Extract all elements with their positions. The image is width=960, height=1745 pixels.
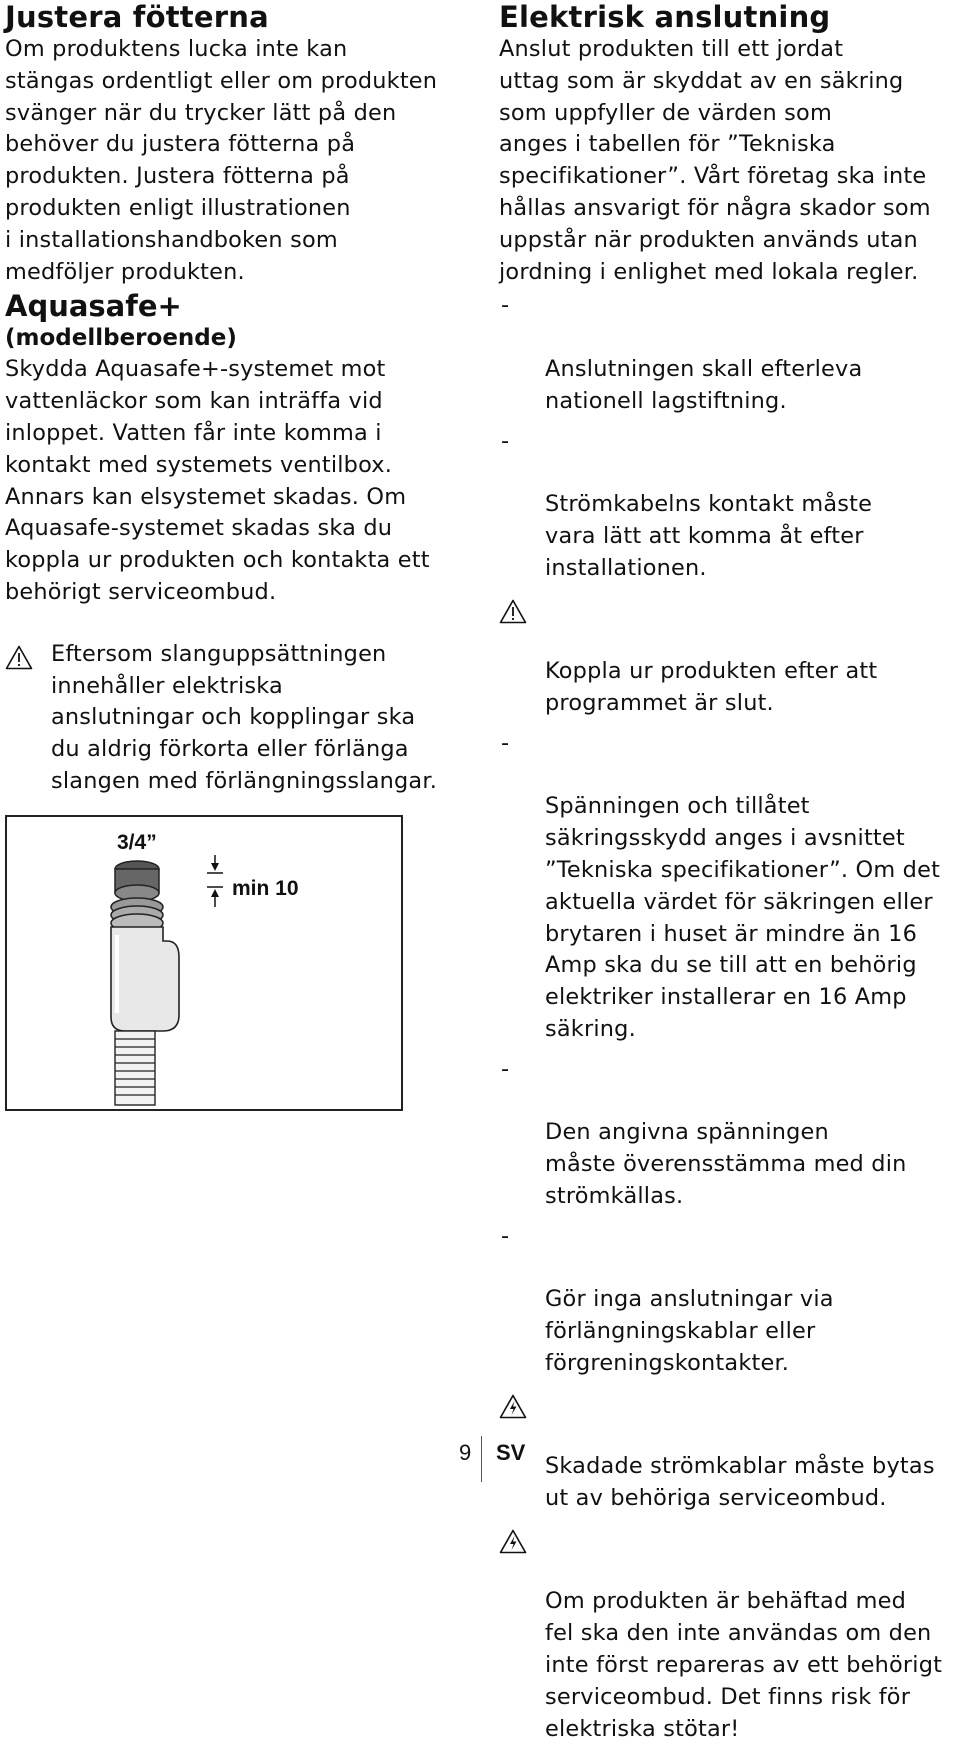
left-column: [5, 0, 475, 798]
list-item-text: Den angivna spänningen måste överensstämma med din strömkällas.: [545, 1119, 907, 1209]
list-item: [499, 728, 960, 1046]
list-dash: -: [501, 292, 510, 319]
list-item: [499, 1054, 960, 1213]
hose-warning-text: Eftersom slanguppsättningen innehåller elektriska anslutningar och kopplingar ska du aldrig förkorta eller förlänga slangen med förlängningsslangar.: [51, 640, 438, 794]
section-heading-electrical: Elektrisk anslutning: [499, 0, 831, 34]
list-item-text: Gör inga anslutningar via förlängningskablar eller förgreningskontakter.: [545, 1286, 834, 1376]
electric-warning-icon: [499, 1529, 527, 1554]
min-distance-label: min 10: [232, 877, 299, 900]
page-footer: [0, 1432, 960, 1482]
adjust-feet-text: Om produktens lucka inte kan stängas ordentligt eller om produkten svänger när du trycker lätt på den behöver du justera fötterna på produkten. Justera fötterna på produkten enligt illustrationen i installationshandboken som medföljer produkten.: [5, 36, 438, 285]
section-heading-adjust-feet: Justera fötterna: [5, 0, 269, 34]
right-column: [499, 0, 960, 1745]
electrical-intro-text: Anslut produkten till ett jordat uttag som är skyddat av en säkring som uppfyller de värden som anges i tabellen för ”Tekniska specifikationer”. Vårt företag ska inte hållas ansvarigt för några skador som uppstår när produkten används utan jordning i enlighet med lokala regler.: [499, 36, 931, 285]
list-dash: -: [501, 1055, 510, 1082]
section-heading-aquasafe: Aquasafe+: [5, 289, 182, 324]
list-dash: -: [501, 729, 510, 756]
list-item-text: Spänningen och tillåtet säkringsskydd anges i avsnittet ”Tekniska specifikationer”. Om det aktuella värdet för säkringen eller brytaren i huset är mindre än 16 Amp ska du se till att en behörig elektriker installerar en 16 Amp säkring.: [545, 793, 941, 1042]
list-item-text: Skadade strömkablar måste bytas ut av behöriga serviceombud.: [545, 1453, 935, 1512]
list-item-text: Om produkten är behäftad med fel ska den inte användas om den inte först repareras av ett behörigt serviceombud. Det finns risk för elektriska stötar!: [545, 1588, 943, 1742]
warning-triangle-icon: [5, 645, 33, 670]
list-dash: -: [501, 1222, 510, 1249]
aquasafe-subheading: (modellberoende): [5, 325, 237, 352]
electrical-requirements-list: [499, 290, 960, 1745]
thread-size-label: 3/4”: [117, 831, 157, 854]
list-item-text: Strömkabelns kontakt måste vara lätt att komma åt efter installationen.: [545, 491, 873, 581]
list-item-text: Anslutningen skall efterleva nationell lagstiftning.: [545, 355, 863, 414]
list-dash: -: [501, 427, 510, 454]
warning-triangle-icon: [499, 599, 527, 624]
language-code: SV: [496, 1440, 526, 1465]
hose-drawing: [7, 817, 401, 1109]
footer-divider: [481, 1436, 482, 1482]
aquasafe-hose-illustration: [5, 815, 403, 1111]
list-item-text: Koppla ur produkten efter att programmet är slut.: [545, 658, 878, 716]
list-item: [499, 426, 960, 585]
hose-warning: [5, 639, 475, 798]
electric-warning-icon: [499, 1394, 527, 1419]
aquasafe-text: Skydda Aquasafe+-systemet mot vattenläckor som kan inträffa vid inloppet. Vatten får inte komma i kontakt med systemets ventilbox. Annars kan elsystemet skadas. Om Aquasafe-systemet skadas ska du koppla ur produkten och kontakta ett behörigt serviceombud.: [5, 356, 430, 605]
list-item: [499, 1523, 960, 1745]
list-item: [499, 290, 960, 417]
page-number: 9: [459, 1440, 472, 1465]
list-item: [499, 1221, 960, 1380]
list-item: [499, 593, 960, 720]
